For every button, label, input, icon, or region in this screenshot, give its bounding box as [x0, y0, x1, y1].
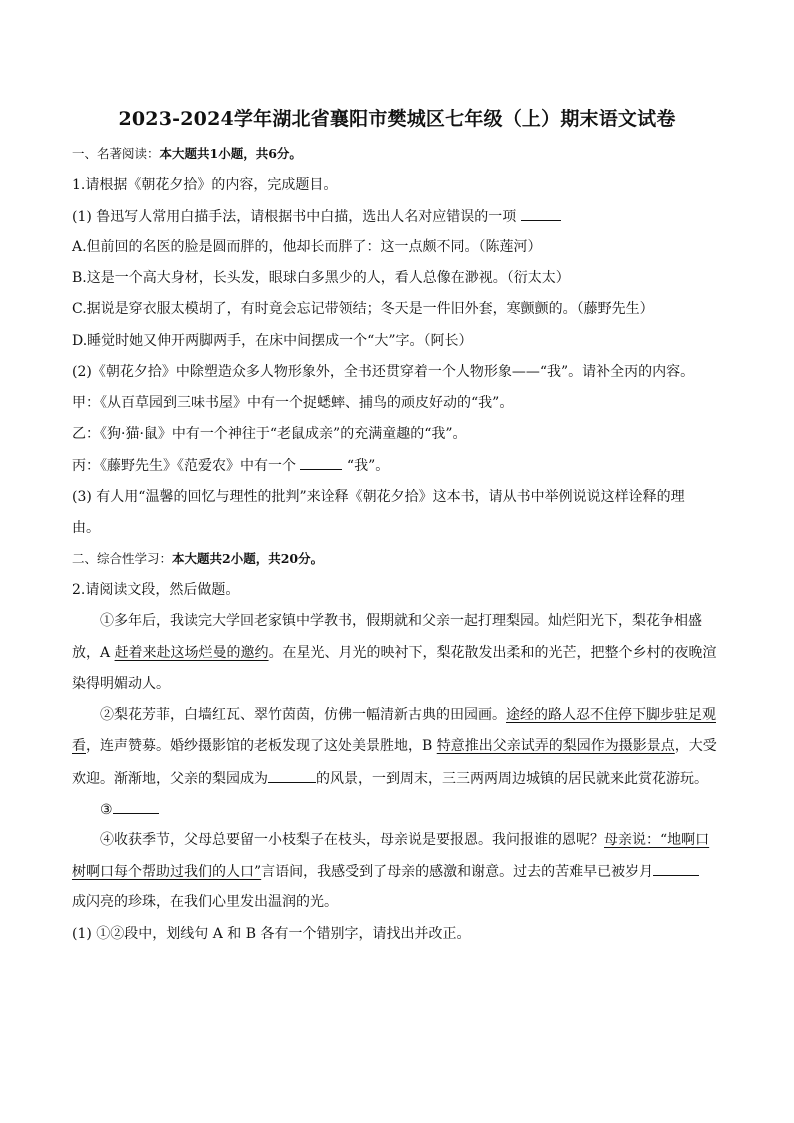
page-title: 2023-2024学年湖北省襄阳市樊城区七年级（上）期末语文试卷	[118, 108, 676, 130]
q1-option-b: B.这是一个高大身材，长头发，眼球白多黑少的人，看人总像在渺视。（衍太太）	[72, 270, 570, 286]
q1-yi: 乙：《狗·猫·鼠》中有一个神往于“老鼠成亲”的充满童趣的“我”。	[72, 426, 467, 442]
underlined-quote: 母亲说：“地啊口	[604, 832, 710, 848]
para4-line1-text: ④收获季节，父母总要留一小枝梨子在枝头，母亲说是要报恩。我问报谁的恩呢？	[100, 832, 604, 848]
section-2-heading	[72, 549, 323, 569]
para2-line2	[72, 736, 717, 756]
underlined-sentence-a: 赶着来赴这场烂曼的邀约	[114, 645, 269, 661]
q1-part3-line2: 由。	[72, 520, 100, 536]
para4-line2	[72, 861, 699, 882]
q1-option-c: C.据说是穿衣服太模胡了，有时竟会忘记带领结；冬天是一件旧外套，寒颤颤的。（藤野先生）	[72, 301, 654, 317]
q1-jia: 甲：《从百草园到三味书屋》中有一个捉蟋蟀、捕鸟的顽皮好动的“我”。	[72, 395, 514, 411]
para1-line1: ①多年后，我读完大学回老家镇中学教书，假期就和父亲一起打理梨园。灿烂阳光下，梨花争相盛	[100, 613, 702, 629]
para2-line1-text: ②梨花芳菲，白墙红瓦、翠竹茵茵，仿佛一幅清新古典的田园画。	[100, 707, 506, 723]
para1-line2	[72, 643, 717, 663]
q1-bing	[72, 455, 389, 476]
q1-bing-a: 丙：《藤野先生》《范爱农》中有一个	[72, 458, 296, 474]
section-2-desc: 本大题共2小题，共20分。	[172, 551, 324, 566]
underlined-phrase-cont: 看	[72, 738, 86, 754]
q1-stem: 1.请根据《朝花夕拾》的内容，完成题目。	[72, 177, 338, 193]
q1-part3-line1: (3) 有人用“温馨的回忆与理性的批判”来诠释《朝花夕拾》这本书，请从书中举例说说这样诠释的理	[72, 489, 685, 505]
answer-blank[interactable]	[113, 799, 159, 814]
para1-line3: 染得明媚动人。	[72, 676, 170, 692]
para4-line2-text: 言语间，我感受到了母亲的感激和谢意。过去的苦难早已被岁月	[261, 864, 654, 880]
q1-option-d: D.睡觉时她又伸开两脚两手，在床中间摆成一个“大”字。（阿长）	[72, 333, 473, 349]
q1-part2: (2)《朝花夕拾》中除塑造众多人物形象外，全书还贯穿着一个人物形象——“我”。请补全丙的内容。	[72, 364, 695, 380]
para4-line1	[100, 830, 709, 850]
answer-blank[interactable]	[300, 455, 342, 470]
answer-blank[interactable]	[521, 206, 561, 221]
q1-option-a: A.但前回的名医的脸是圆而胖的，他却长而胖了：这一点颇不同。（陈莲河）	[72, 239, 542, 255]
q2-stem: 2.请阅读文段，然后做题。	[72, 582, 240, 598]
answer-blank[interactable]	[653, 861, 699, 876]
section-2-label: 二、综合性学习：	[72, 551, 173, 566]
para3-number: ③	[100, 802, 113, 818]
para2-line2-text: ，连声赞募。婚纱摄影馆的老板发现了这处美景胜地，B	[86, 738, 437, 754]
para2-line3-b: 的风景，一到周末，三三两两周边城镇的居民就来此赏花游玩。	[316, 771, 708, 787]
q1-bing-b: “我”。	[346, 458, 390, 474]
q2-sub1: (1) ①②段中，划线句 A 和 B 各有一个错别字，请找出并改正。	[72, 926, 471, 942]
answer-blank[interactable]	[268, 768, 316, 783]
section-1-label: 一、名著阅读：	[72, 146, 160, 161]
label-a: 放，A	[72, 645, 115, 661]
para4-line3: 成闪亮的珍珠，在我们心里发出温润的光。	[72, 894, 338, 910]
para2-line2-rest: ，大受	[674, 738, 717, 754]
section-1-heading	[72, 144, 302, 164]
q1-part1-text: (1) 鲁迅写人常用白描手法，请根据书中白描，选出人名对应错误的一项	[72, 209, 517, 225]
underlined-quote-cont: 树啊口每个帮助过我们的人口”	[72, 864, 262, 880]
para2-line3-a: 欢迎。渐渐地，父亲的梨园成为	[72, 771, 268, 787]
underlined-sentence-b: 特意推出父亲试弄的梨园作为摄影景点	[436, 738, 675, 754]
para2-line3	[72, 768, 708, 789]
underlined-phrase: 途经的路人忍不住停下脚步驻足观	[506, 707, 716, 723]
para1-line2-rest: 。在星光、月光的映衬下，梨花散发出柔和的光芒，把整个乡村的夜晚渲	[268, 645, 717, 661]
q1-part1	[72, 206, 561, 227]
para2-line1	[100, 705, 716, 725]
para3	[100, 799, 159, 820]
section-1-desc: 本大题共1小题，共6分。	[159, 146, 302, 161]
